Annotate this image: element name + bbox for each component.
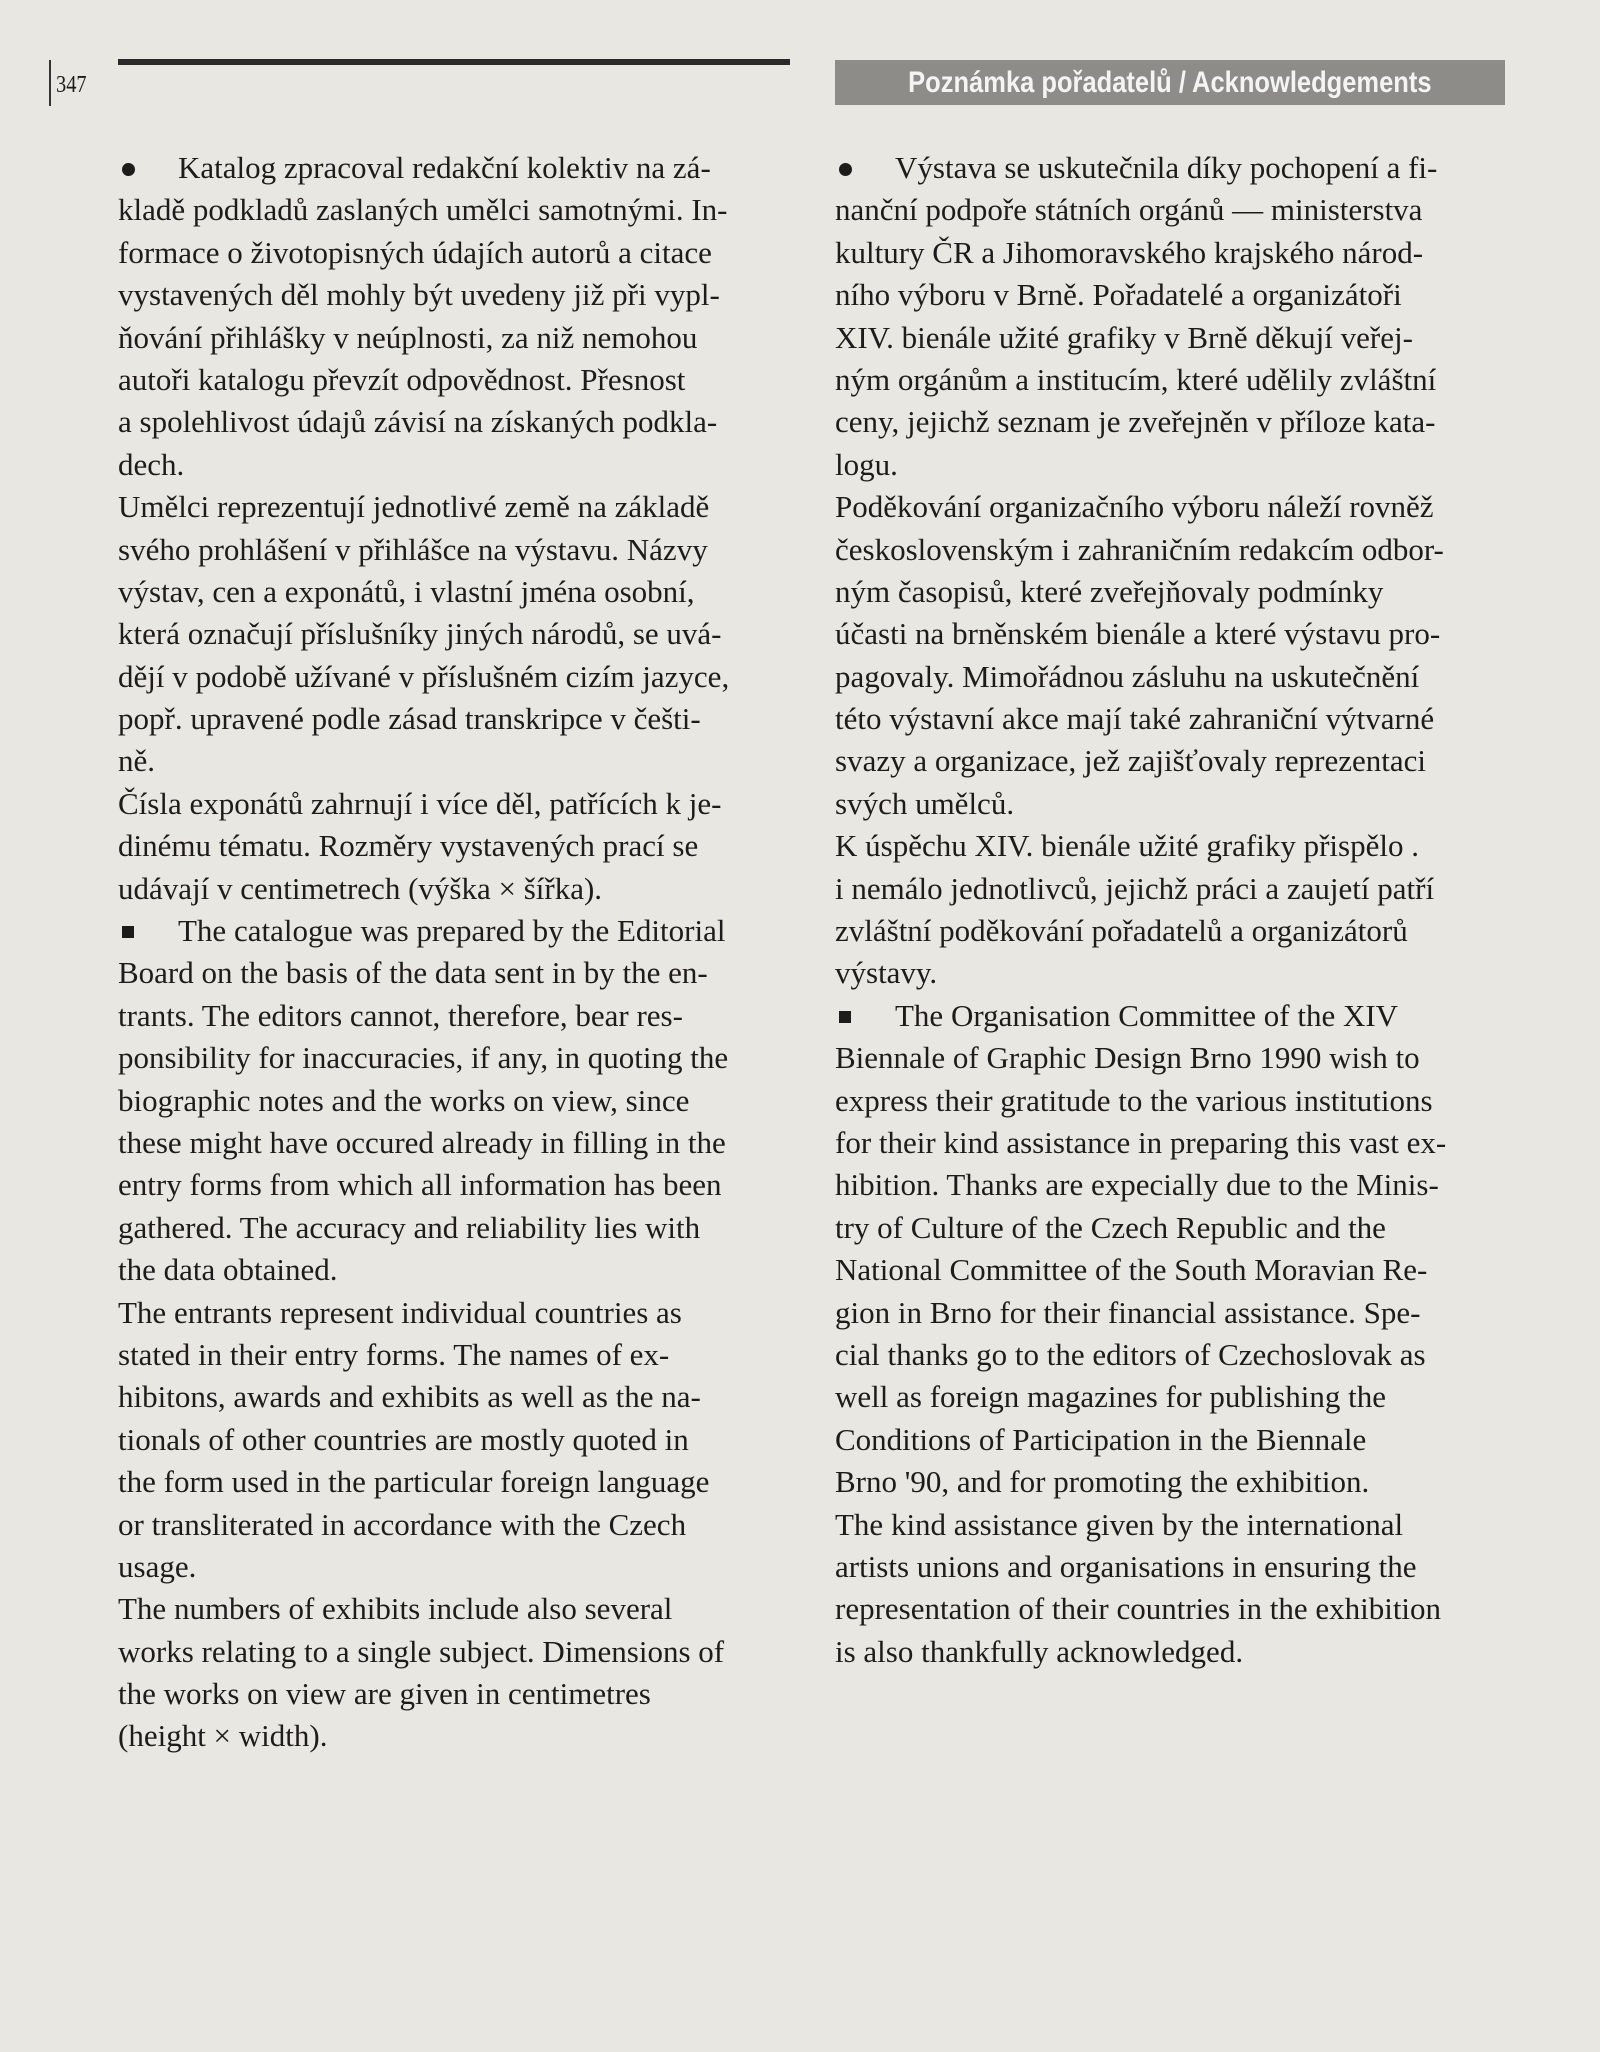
- text-line: [118, 1504, 798, 1546]
- text-line-content: is also thankfully acknowledged.: [835, 1633, 1244, 1669]
- text-line-content: these might have occured already in filling in the: [118, 1124, 726, 1160]
- text-line-content: svých umělců.: [835, 785, 1015, 821]
- text-line-content: logu.: [835, 446, 898, 482]
- text-line-content: ňování přihlášky v neúplnosti, za niž nemohou: [118, 319, 698, 355]
- section-header: [835, 60, 1505, 105]
- text-line-content: zvláštní poděkování pořadatelů a organizátorů: [835, 913, 1408, 949]
- text-line: [118, 359, 798, 401]
- text-line: [118, 274, 798, 316]
- text-line-content: československým i zahraničním redakcím odbor-: [835, 531, 1444, 567]
- text-line-content: the data obtained.: [118, 1252, 338, 1288]
- text-line: [118, 317, 798, 359]
- header-rule: [118, 59, 790, 65]
- text-line-content: ceny, jejichž seznam je zveřejněn v příloze kata-: [835, 404, 1436, 440]
- text-line-content: která označují příslušníky jiných národů, se uvá-: [118, 616, 722, 652]
- text-line-content: gathered. The accuracy and reliability lies with: [118, 1209, 701, 1245]
- text-line: [835, 1461, 1515, 1503]
- text-line: [835, 783, 1515, 825]
- text-line-content: vystavených děl mohly být uvedeny již při vypl-: [118, 277, 720, 313]
- text-line: [118, 995, 798, 1037]
- text-line-content: XIV. bienále užité grafiky v Brně děkují veřej-: [835, 319, 1413, 355]
- text-line: [835, 910, 1515, 952]
- text-line: [118, 1546, 798, 1588]
- text-line: [118, 1037, 798, 1079]
- text-line-content: pagovaly. Mimořádnou zásluhu na uskutečnění: [835, 658, 1420, 694]
- text-line-content: The numbers of exhibits include also several: [118, 1591, 673, 1627]
- text-line: [118, 910, 798, 952]
- text-line-content: dějí v podobě užívané v příslušném cizím jazyce,: [118, 658, 730, 694]
- text-line-content: hibition. Thanks are expecially due to the Minis-: [835, 1167, 1439, 1203]
- text-line-content: biographic notes and the works on view, since: [118, 1082, 690, 1118]
- text-line-content: entry forms from which all information has been: [118, 1167, 722, 1203]
- round-bullet-icon: [839, 163, 852, 176]
- text-line: [835, 995, 1515, 1037]
- text-line: [118, 1164, 798, 1206]
- text-line: [835, 571, 1515, 613]
- text-line: [118, 1461, 798, 1503]
- text-line: [118, 529, 798, 571]
- text-line-content: representation of their countries in the exhibition: [835, 1591, 1442, 1627]
- text-line-content: usage.: [118, 1548, 197, 1584]
- text-line: [118, 825, 798, 867]
- text-line-content: ponsibility for inaccuracies, if any, in quoting the: [118, 1040, 729, 1076]
- text-line: [835, 1292, 1515, 1334]
- square-bullet-icon: [122, 926, 134, 938]
- text-line-content: kultury ČR a Jihomoravského krajského národ-: [835, 234, 1424, 270]
- text-line-content: stated in their entry forms. The names of ex-: [118, 1336, 670, 1372]
- text-line-content: dech.: [118, 446, 185, 482]
- text-line: [118, 1715, 798, 1757]
- left-column-czech-english-notes: [118, 147, 798, 1758]
- right-column-acknowledgements: [835, 147, 1515, 1673]
- text-line-content: The catalogue was prepared by the Editorial: [178, 913, 726, 949]
- text-line: [118, 1376, 798, 1418]
- text-line-content: autoři katalogu převzít odpovědnost. Přesnost: [118, 361, 686, 397]
- text-line-content: Biennale of Graphic Design Brno 1990 wish to: [835, 1040, 1420, 1076]
- text-line-content: účasti na brněnském bienále a které výstavu pro-: [835, 616, 1441, 652]
- text-line-content: ným časopisů, které zveřejňovaly podmínky: [835, 573, 1384, 609]
- text-line: [118, 401, 798, 443]
- text-line: [118, 1588, 798, 1630]
- text-line-content: dinému tématu. Rozměry vystavených prací se: [118, 828, 699, 864]
- text-line: [835, 1080, 1515, 1122]
- text-line-content: Čísla exponátů zahrnují i více děl, patřících k je-: [118, 785, 722, 821]
- text-line-content: Poděkování organizačního výboru náleží rovněž: [835, 489, 1434, 525]
- text-line: [118, 1080, 798, 1122]
- text-line: [835, 698, 1515, 740]
- text-line: [118, 486, 798, 528]
- text-line-content: výstav, cen a exponátů, i vlastní jména osobní,: [118, 573, 695, 609]
- text-line-content: výstavy.: [835, 955, 938, 991]
- text-line: [118, 444, 798, 486]
- text-line: [835, 1376, 1515, 1418]
- text-line-content: ního výboru v Brně. Pořadatelé a organizátoři: [835, 277, 1402, 313]
- text-line: [118, 147, 798, 189]
- text-line-content: svého prohlášení v přihlášce na výstavu. Názvy: [118, 531, 708, 567]
- text-line: [835, 274, 1515, 316]
- text-line: [835, 401, 1515, 443]
- text-line-content: Výstava se uskutečnila díky pochopení a fi-: [895, 150, 1438, 185]
- text-line-content: try of Culture of the Czech Republic and the: [835, 1209, 1386, 1245]
- text-line: [835, 1419, 1515, 1461]
- text-line: [835, 1631, 1515, 1673]
- text-line: [835, 1037, 1515, 1079]
- text-line-content: works relating to a single subject. Dimensions of: [118, 1633, 725, 1669]
- text-line-content: popř. upravené podle zásad transkripce v češti-: [118, 701, 701, 737]
- text-line-content: formace o životopisných údajích autorů a citace: [118, 234, 712, 270]
- text-line: [835, 529, 1515, 571]
- text-line: [118, 868, 798, 910]
- text-line: [835, 317, 1515, 359]
- round-bullet-icon: [122, 163, 135, 176]
- text-line-content: Board on the basis of the data sent in by the en-: [118, 955, 708, 991]
- text-line-content: the form used in the particular foreign language: [118, 1464, 710, 1500]
- text-line-content: cial thanks go to the editors of Czechoslovak as: [835, 1336, 1426, 1372]
- text-line-content: ně.: [118, 743, 156, 779]
- text-line: [835, 359, 1515, 401]
- text-line: [118, 1249, 798, 1291]
- text-line: [835, 147, 1515, 189]
- text-line-content: této výstavní akce mají také zahraniční výtvarné: [835, 701, 1435, 737]
- text-line: [118, 1419, 798, 1461]
- text-line: [835, 1122, 1515, 1164]
- text-line: [835, 656, 1515, 698]
- text-line: [835, 1588, 1515, 1630]
- text-line: [835, 613, 1515, 655]
- text-line: [835, 868, 1515, 910]
- text-line: [835, 825, 1515, 867]
- text-line-content: gion in Brno for their financial assistance. Spe-: [835, 1294, 1421, 1330]
- text-line: [835, 1164, 1515, 1206]
- text-line-content: Brno '90, and for promoting the exhibition.: [835, 1464, 1370, 1500]
- page-number-bar: [49, 60, 51, 106]
- text-line: [118, 1122, 798, 1164]
- text-line: [118, 613, 798, 655]
- text-line-content: K úspěchu XIV. bienále užité grafiky přispělo .: [835, 828, 1419, 864]
- text-line: [118, 952, 798, 994]
- text-line-content: i nemálo jednotlivců, jejichž práci a zaujetí patří: [835, 870, 1435, 906]
- text-line: [118, 232, 798, 274]
- text-line: [118, 698, 798, 740]
- section-header-title: Poznámka pořadatelů / Acknowledgements: [908, 65, 1432, 99]
- text-line-content: svazy a organizace, jež zajišťovaly reprezentaci: [835, 743, 1426, 779]
- text-line-content: kladě podkladů zaslaných umělci samotnými. In-: [118, 192, 728, 228]
- page-number: 347: [56, 72, 87, 98]
- text-line-content: (height × width).: [118, 1718, 328, 1754]
- text-line-content: ným orgánům a institucím, které udělily zvláštní: [835, 361, 1437, 397]
- text-line-content: Umělci reprezentují jednotlivé země na základě: [118, 489, 710, 525]
- text-line-content: a spolehlivost údajů závisí na získaných podkla-: [118, 404, 718, 440]
- text-line: [835, 1249, 1515, 1291]
- text-line-content: for their kind assistance in preparing this vast ex-: [835, 1124, 1447, 1160]
- text-line: [118, 1631, 798, 1673]
- text-line: [118, 1673, 798, 1715]
- text-line: [118, 189, 798, 231]
- text-line: [835, 952, 1515, 994]
- text-line: [118, 656, 798, 698]
- text-line: [835, 444, 1515, 486]
- text-line: [118, 783, 798, 825]
- text-line-content: hibitons, awards and exhibits as well as the na-: [118, 1379, 701, 1415]
- text-line-content: udávají v centimetrech (výška × šířka).: [118, 870, 603, 906]
- text-line: [835, 189, 1515, 231]
- text-line-content: tionals of other countries are mostly quoted in: [118, 1421, 689, 1457]
- text-line: [118, 1334, 798, 1376]
- square-bullet-icon: [839, 1011, 851, 1023]
- text-line-content: Conditions of Participation in the Biennale: [835, 1421, 1367, 1457]
- text-line: [835, 486, 1515, 528]
- text-line-content: artists unions and organisations in ensuring the: [835, 1548, 1417, 1584]
- text-line: [835, 1504, 1515, 1546]
- text-line-content: well as foreign magazines for publishing the: [835, 1379, 1386, 1415]
- text-line-content: The kind assistance given by the international: [835, 1506, 1404, 1542]
- text-line: [835, 1207, 1515, 1249]
- text-line-content: trants. The editors cannot, therefore, bear res-: [118, 997, 683, 1033]
- text-line-content: nanční podpoře státních orgánů — ministerstva: [835, 192, 1423, 228]
- text-line-content: or transliterated in accordance with the Czech: [118, 1506, 687, 1542]
- text-line-content: the works on view are given in centimetres: [118, 1676, 651, 1712]
- text-line: [118, 1292, 798, 1334]
- text-line: [118, 571, 798, 613]
- text-line-content: express their gratitude to the various institutions: [835, 1082, 1433, 1118]
- text-line: [835, 1334, 1515, 1376]
- text-line-content: National Committee of the South Moravian Re-: [835, 1252, 1428, 1288]
- text-line: [118, 1207, 798, 1249]
- text-line: [118, 740, 798, 782]
- text-line: [835, 232, 1515, 274]
- text-line: [835, 1546, 1515, 1588]
- text-line-content: The Organisation Committee of the XIV: [895, 997, 1399, 1033]
- text-line-content: The entrants represent individual countries as: [118, 1294, 682, 1330]
- text-line: [835, 740, 1515, 782]
- text-line-content: Katalog zpracoval redakční kolektiv na zá-: [178, 150, 711, 185]
